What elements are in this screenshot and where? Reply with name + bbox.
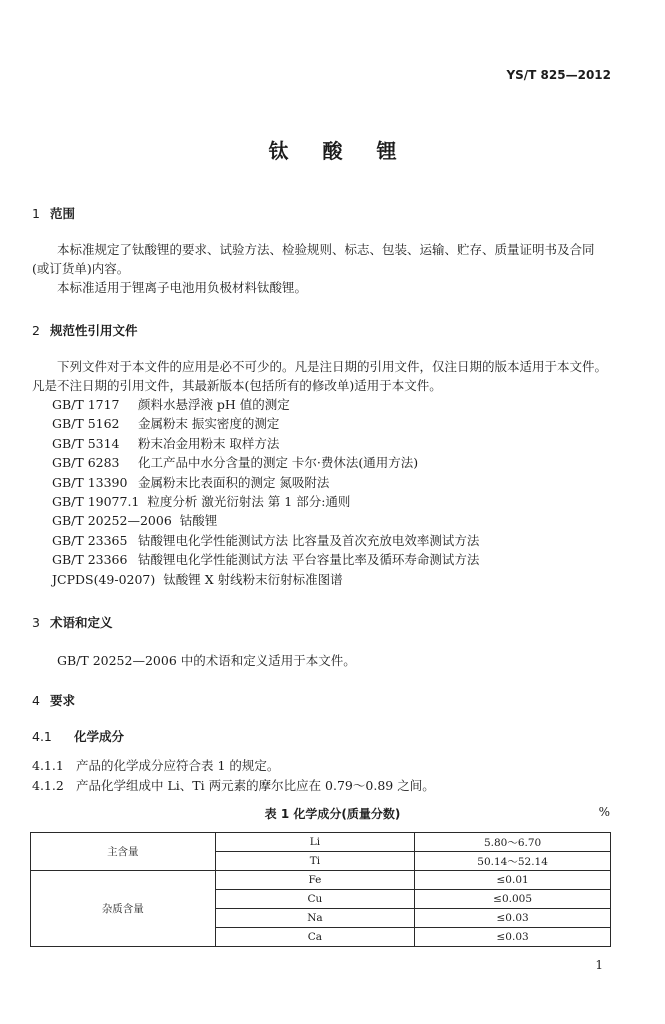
reference-item: GB/T 1717 颜料水悬浮液 pH 值的测定 xyxy=(52,397,290,412)
section-4-1-heading xyxy=(32,727,124,745)
value-cell: ≤0.01 xyxy=(415,871,611,890)
value-cell: ≤0.03 xyxy=(415,909,611,928)
section-3-body xyxy=(32,651,610,670)
table-1-unit: % xyxy=(598,805,610,819)
element-cell: Ti xyxy=(215,852,415,871)
section-4-heading xyxy=(32,691,75,709)
table-row xyxy=(31,871,611,890)
value-cell: ≤0.03 xyxy=(415,928,611,947)
reference-item: GB/T 13390 金属粉末比表面积的测定 氮吸附法 xyxy=(52,474,330,490)
reference-item: GB/T 5314 粉末冶金用粉末 取样方法 xyxy=(52,435,280,451)
section-3-heading xyxy=(32,613,113,631)
clause-4-1-2-text: 产品化学组成中 Li、Ti 两元素的摩尔比应在 0.79～0.89 之间。 xyxy=(76,778,435,793)
reference-item: GB/T 19077.1 粒度分析 激光衍射法 第 1 部分:通则 xyxy=(52,494,351,510)
section-2-heading xyxy=(32,321,138,339)
section-1-para-2: 本标准适用于锂离子电池用负极材料钛酸锂。 xyxy=(57,280,308,295)
section-4-1-title: 化学成分 xyxy=(74,729,125,744)
chemical-composition-table xyxy=(30,832,611,947)
clause-4-1-1-text: 产品的化学成分应符合表 1 的规定。 xyxy=(76,758,280,773)
standard-code: YS/T 825—2012 xyxy=(506,68,611,82)
reference-item: GB/T 5162 金属粉末 振实密度的测定 xyxy=(52,416,280,432)
value-cell: 50.14～52.14 xyxy=(415,852,611,871)
section-2-number: 2 xyxy=(32,323,40,338)
clause-4-1-2 xyxy=(32,776,435,794)
element-cell: Cu xyxy=(215,890,415,909)
reference-item: GB/T 20252—2006 钴酸锂 xyxy=(52,513,218,529)
group-label-main: 主含量 xyxy=(31,833,216,871)
section-3-para: GB/T 20252—2006 中的术语和定义适用于本文件。 xyxy=(57,653,356,668)
value-cell: 5.80～6.70 xyxy=(415,833,611,852)
page-number: 1 xyxy=(595,958,603,972)
section-3-number: 3 xyxy=(32,615,40,630)
element-cell: Li xyxy=(215,833,415,852)
table-1-caption: 表 1 化学成分(质量分数) xyxy=(264,807,401,821)
reference-item: JCPDS(49-0207) 钛酸锂 X 射线粉末衍射标准图谱 xyxy=(52,571,343,587)
section-1-number: 1 xyxy=(32,206,40,221)
value-cell: ≤0.005 xyxy=(415,890,611,909)
clause-4-1-1-number: 4.1.1 xyxy=(32,758,64,773)
section-1-title: 范围 xyxy=(50,206,76,221)
section-2-intro xyxy=(32,357,610,395)
clause-4-1-2-number: 4.1.2 xyxy=(32,778,64,793)
section-4-1-number: 4.1 xyxy=(32,729,52,744)
element-cell: Na xyxy=(215,909,415,928)
reference-item: GB/T 23366 钴酸锂电化学性能测试方法 平台容量比率及循环寿命测试方法 xyxy=(52,552,480,568)
section-2-title: 规范性引用文件 xyxy=(50,323,138,338)
reference-list xyxy=(52,395,479,589)
section-2-intro-text: 下列文件对于本文件的应用是必不可少的。凡是注日期的引用文件，仅注日期的版本适用于本文件。凡是不注日期的引用文件，其最新版本(包括所有的修改单)适用于本文件。 xyxy=(32,359,608,393)
table-row xyxy=(31,833,611,852)
section-4-title: 要求 xyxy=(50,693,76,708)
section-4-number: 4 xyxy=(32,693,40,708)
reference-item: GB/T 6283 化工产品中水分含量的测定 卡尔·费休法(通用方法) xyxy=(52,455,419,471)
clause-4-1-1 xyxy=(32,756,279,774)
section-1-heading xyxy=(32,204,75,222)
reference-item: GB/T 23365 钴酸锂电化学性能测试方法 比容量及首次充放电效率测试方法 xyxy=(52,532,480,548)
element-cell: Fe xyxy=(215,871,415,890)
group-label-impurity: 杂质含量 xyxy=(31,871,216,947)
section-1-para-1: 本标准规定了钛酸锂的要求、试验方法、检验规则、标志、包装、运输、贮存、质量证明书及合同(或订货单)内容。 xyxy=(32,242,595,276)
document-title: 钛酸锂 xyxy=(268,139,431,163)
element-cell: Ca xyxy=(215,928,415,947)
section-1-body xyxy=(32,240,610,297)
section-3-title: 术语和定义 xyxy=(50,615,113,630)
